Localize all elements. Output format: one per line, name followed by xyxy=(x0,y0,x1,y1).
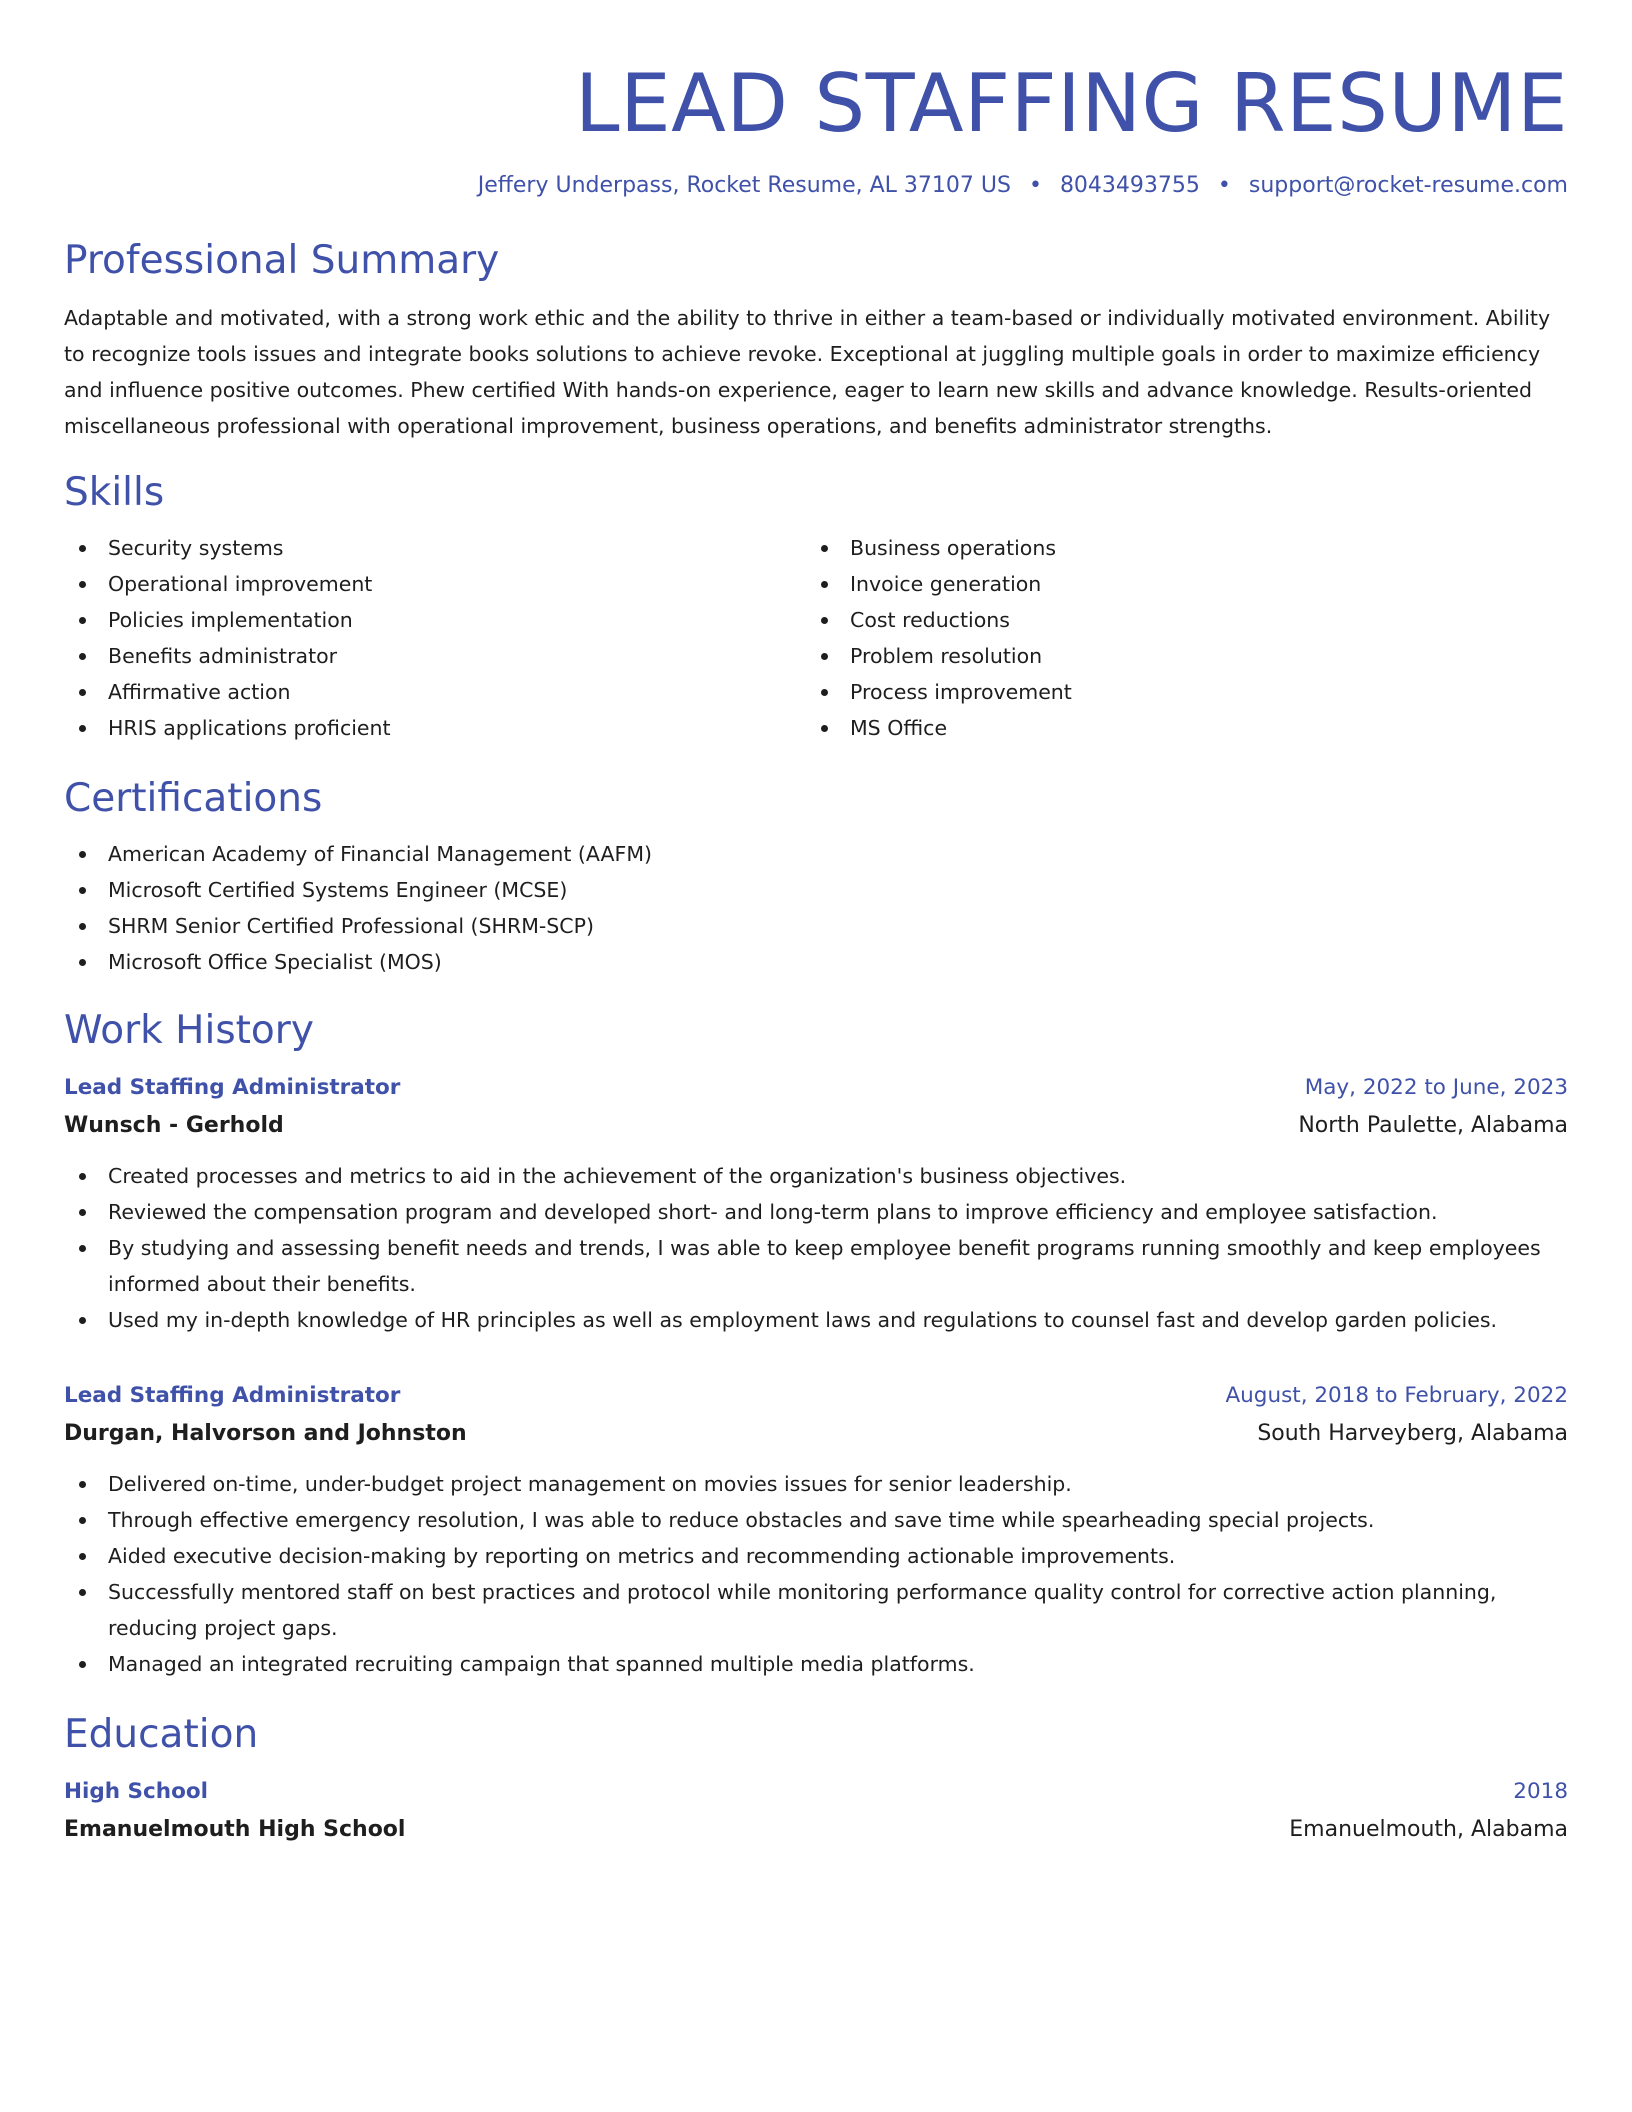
job-company-row xyxy=(64,1106,1568,1146)
job-bullets xyxy=(64,1158,1568,1338)
skill-item: Policies implementation xyxy=(64,602,806,638)
job-bullet: Reviewed the compensation program and developed short- and long-term plans to improve efficiency and employee satisfaction. xyxy=(64,1194,1568,1230)
skill-item: Security systems xyxy=(64,530,806,566)
education-year: 2018 xyxy=(1513,1779,1568,1804)
skill-item: Process improvement xyxy=(806,674,1548,710)
job-bullet: Created processes and metrics to aid in the achievement of the organization's business objectives. xyxy=(64,1158,1568,1194)
job-title: Lead Staffing Administrator xyxy=(64,1075,401,1100)
job-dates: August, 2018 to February, 2022 xyxy=(1225,1383,1568,1408)
job-bullet: Through effective emergency resolution, I was able to reduce obstacles and save time while spearheading special projects. xyxy=(64,1502,1568,1538)
job-title: Lead Staffing Administrator xyxy=(64,1383,401,1408)
skill-item: Invoice generation xyxy=(806,566,1548,602)
skill-item: Affirmative action xyxy=(64,674,806,710)
certifications-list xyxy=(64,836,1568,980)
certification-item: American Academy of Financial Management (AAFM) xyxy=(64,836,1568,872)
certifications-heading: Certifications xyxy=(64,776,323,821)
contact-phone: 8043493755 xyxy=(1059,173,1200,198)
job-bullets xyxy=(64,1466,1568,1682)
job-header-row xyxy=(64,1070,1568,1106)
job-location: South Harveyberg, Alabama xyxy=(1257,1421,1568,1446)
certification-item: SHRM Senior Certified Professional (SHRM-SCP) xyxy=(64,908,1568,944)
education-header-row xyxy=(64,1774,1568,1810)
contact-separator: • xyxy=(1217,173,1231,198)
skills-heading: Skills xyxy=(64,470,165,515)
job-bullet: Successfully mentored staff on best practices and protocol while monitoring performance quality control for corrective action planning, reducing project gaps. xyxy=(64,1574,1568,1646)
summary-heading: Professional Summary xyxy=(64,238,500,283)
job-location: North Paulette, Alabama xyxy=(1298,1113,1568,1138)
job-bullet: Used my in-depth knowledge of HR principles as well as employment laws and regulations to counsel fast and develop garden policies. xyxy=(64,1302,1568,1338)
job-bullet: Aided executive decision-making by reporting on metrics and recommending actionable improvements. xyxy=(64,1538,1568,1574)
education-school-row xyxy=(64,1810,1568,1850)
job-header-row xyxy=(64,1378,1568,1414)
job-dates: May, 2022 to June, 2023 xyxy=(1304,1075,1568,1100)
skill-item: Cost reductions xyxy=(806,602,1548,638)
education-entry xyxy=(64,1774,1568,1850)
contact-separator: • xyxy=(1028,173,1042,198)
job-company-row xyxy=(64,1414,1568,1454)
skill-item: Problem resolution xyxy=(806,638,1548,674)
contact-line xyxy=(64,170,1568,202)
skill-item: Business operations xyxy=(806,530,1548,566)
job-bullet: By studying and assessing benefit needs and trends, I was able to keep employee benefit programs running smoothly and keep employees informed about their benefits. xyxy=(64,1230,1568,1302)
certification-item: Microsoft Certified Systems Engineer (MCSE) xyxy=(64,872,1568,908)
skill-item: MS Office xyxy=(806,710,1548,746)
education-degree: High School xyxy=(64,1779,208,1804)
resume-header xyxy=(64,0,1568,202)
summary-text: Adaptable and motivated, with a strong work ethic and the ability to thrive in either a team-based or individually motivated environment. Ability to recognize tools issues and integrate books solutions to achieve revoke. Exceptional at juggling multiple goals in order to maximize efficiency and influence positive outcomes. Phew certified With hands-on experience, eager to learn new skills and advance knowledge. Results-oriented miscellaneous professional with operational improvement, business operations, and benefits administrator strengths. xyxy=(64,306,1551,438)
education-school: Emanuelmouth High School xyxy=(64,1817,406,1842)
job-entry xyxy=(64,1378,1568,1682)
work-history-heading: Work History xyxy=(64,1008,314,1053)
job-bullet: Delivered on-time, under-budget project management on movies issues for senior leadership. xyxy=(64,1466,1568,1502)
job-company: Wunsch - Gerhold xyxy=(64,1113,284,1138)
education-location: Emanuelmouth, Alabama xyxy=(1289,1817,1568,1842)
skills-list-right xyxy=(806,530,1548,746)
skills-columns xyxy=(64,530,1568,746)
job-company: Durgan, Halvorson and Johnston xyxy=(64,1421,467,1446)
resume-title: LEAD STAFFING RESUME xyxy=(575,57,1568,150)
contact-address: Jeffery Underpass, Rocket Resume, AL 37107 US xyxy=(477,173,1011,198)
job-bullet: Managed an integrated recruiting campaign that spanned multiple media platforms. xyxy=(64,1646,1568,1682)
job-entry xyxy=(64,1070,1568,1338)
skill-item: Operational improvement xyxy=(64,566,806,602)
skill-item: Benefits administrator xyxy=(64,638,806,674)
contact-email[interactable]: support@rocket-resume.com xyxy=(1248,173,1568,198)
skills-list-left xyxy=(64,530,806,746)
education-heading: Education xyxy=(64,1712,259,1757)
skill-item: HRIS applications proficient xyxy=(64,710,806,746)
certification-item: Microsoft Office Specialist (MOS) xyxy=(64,944,1568,980)
